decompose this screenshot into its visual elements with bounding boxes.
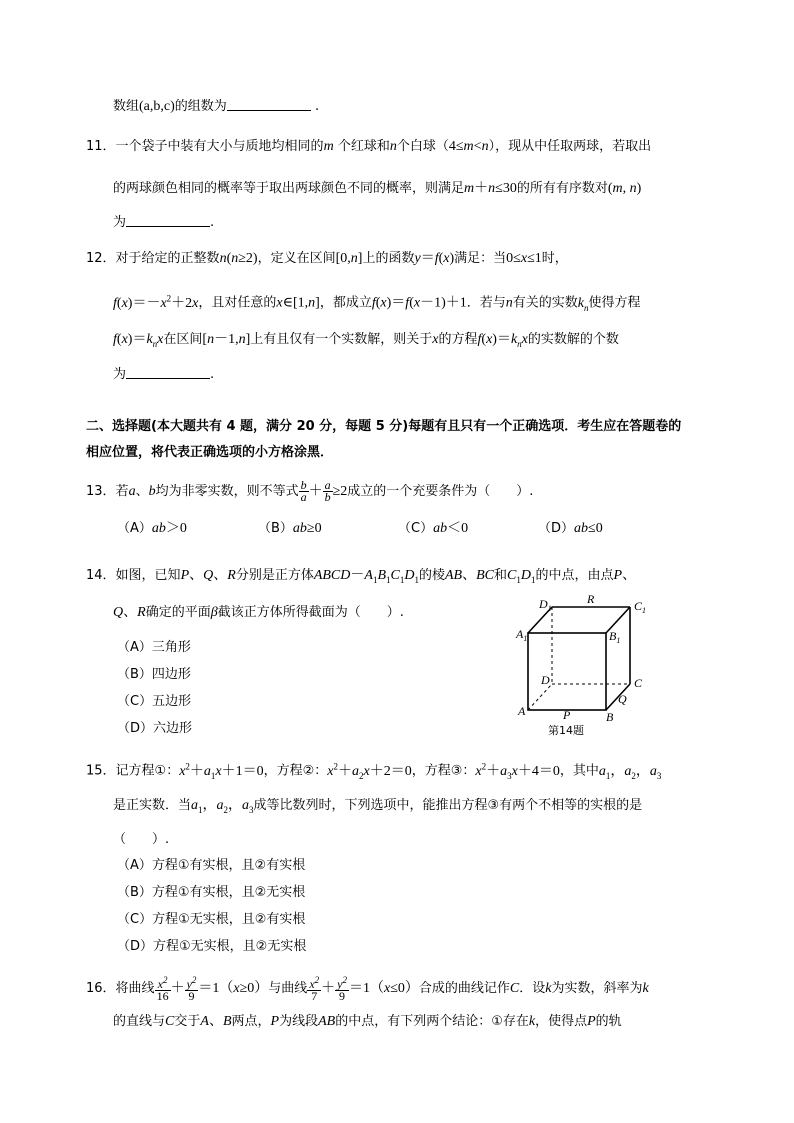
q14-option-d[interactable]: （D）六边形 bbox=[117, 721, 193, 736]
answer-blank[interactable] bbox=[126, 366, 210, 379]
question-number: 16． bbox=[86, 981, 116, 996]
q15-option-a[interactable]: （A）方程①有实根，且②有实根 bbox=[117, 858, 306, 873]
q15-line1: 15．记方程①：$x^2+a_1x+1=0$，方程②：$x^2+a_2x+2=0$，方程③：$x^2+a_3x+4=0$，其中$a_1$，$a_2$，$a_3$ bbox=[86, 761, 662, 781]
fraction-y2-9b: $\frac{y^2}{9}$ bbox=[337, 975, 347, 1003]
q15-option-c[interactable]: （C）方程①无实根，且②有实根 bbox=[117, 912, 306, 927]
label-A: A bbox=[518, 704, 526, 718]
section-heading-line2: 相应位置，将代表正确选项的小方格涂黑． bbox=[86, 445, 334, 460]
q11-line1: 11．一个袋子中装有大小与质地均相同的m 个红球和n个白球（4≤m<n），现从中任取两球，若取出 bbox=[86, 139, 652, 154]
fraction-x2-7: $\frac{x^2}{7}$ bbox=[309, 975, 320, 1003]
question-number: 12． bbox=[86, 251, 116, 266]
q14-option-c[interactable]: （C）五边形 bbox=[117, 694, 192, 709]
q12-line3: $f(x)=k_nx$在区间[n－1,n]上有且仅有一个实数解，则关于x的方程$f(x)=k_nx$的实数解的个数 bbox=[113, 332, 619, 349]
answer-blank[interactable] bbox=[227, 98, 311, 111]
figure-caption: 第14题 bbox=[548, 724, 584, 737]
cube-figure bbox=[510, 590, 660, 740]
q11-line3: 为 . bbox=[113, 215, 215, 230]
q13-option-d[interactable]: （D）ab≤0 bbox=[538, 521, 603, 536]
q12-line4: 为 . bbox=[113, 367, 215, 382]
q14-option-a[interactable]: （A）三角形 bbox=[117, 640, 191, 655]
label-R: R bbox=[587, 592, 595, 606]
q15-line2: 是正实数．当$a_1$，$a_2$，$a_3$成等比数列时，下列选项中，能推出方程③有两个不相等的实根的是 bbox=[113, 798, 643, 815]
label-A1: $A_1$ bbox=[516, 627, 528, 643]
q12-line2: $f(x)=-x^2+2x$，且对任意的x∈[1,n]，都成立f(x)＝f(x－1)＋1．若与n有关的实数$k_n$使得方程 bbox=[113, 293, 641, 313]
label-B: B bbox=[606, 710, 614, 724]
q15-line3: （ ）. bbox=[113, 832, 170, 847]
q13-option-a[interactable]: （A）ab＞0 bbox=[117, 521, 187, 536]
question-number: 11． bbox=[86, 139, 116, 154]
q11-line2: 的两球颜色相同的概率等于取出两球颜色不同的概率，则满足m＋n≤30的所有有序数对(m, n) bbox=[113, 181, 642, 196]
label-C1: $C_1$ bbox=[634, 599, 647, 615]
q13-option-c[interactable]: （C）ab＜0 bbox=[398, 521, 469, 536]
label-P: P bbox=[563, 708, 571, 722]
q10-tail-line: 数组(a,b,c)的组数为 . bbox=[113, 99, 320, 114]
q16-line2: 的直线与C交于A、B两点，P为线段AB的中点，有下列两个结论：①存在k，使得点P的轨 bbox=[113, 1014, 622, 1029]
label-C: C bbox=[634, 676, 643, 690]
q13-line: 13．若a、b均为非零实数，则不等式 $\frac{b}{a}$ ＋ $\frac{a}{b}$ ≥2成立的一个充要条件为（ ）. bbox=[86, 478, 534, 504]
q13-option-b[interactable]: （B）ab≥0 bbox=[258, 521, 322, 536]
q15-option-b[interactable]: （B）方程①有实根，且②无实根 bbox=[117, 885, 306, 900]
label-Q: Q bbox=[618, 692, 627, 706]
fraction-x2-16: $\frac{x^2}{16}$ bbox=[156, 975, 169, 1003]
abc-tuple: (a,b,c) bbox=[139, 99, 175, 114]
question-number: 15． bbox=[86, 763, 116, 779]
q14-line2: Q、R确定的平面β截该正方体所得截面为（ ）. bbox=[113, 605, 404, 620]
section-heading: 二、选择题(本大题共有 4 题，满分 20 分，每题 5 分)每题有且只有一个正确选项．考生应在答题卷的 bbox=[86, 419, 682, 434]
fraction-a-over-b: $\frac{a}{b}$ bbox=[324, 478, 331, 504]
q14-option-b[interactable]: （B）四边形 bbox=[117, 667, 191, 682]
q16-line1: 16．将曲线 $\frac{x^2}{16}$ ＋ $\frac{y^2}{9}$ ＝1（x≥0）与曲线 $\frac{x^2}{7}$ ＋ $\frac{y^2}{9}$ ＝1（x≤0）合成的曲线记作C．设k为实数，斜率为k bbox=[86, 975, 649, 1003]
label-D: D bbox=[541, 673, 550, 687]
question-number: 14． bbox=[86, 568, 116, 583]
q14-line1: 14．如图，已知P、Q、R分别是正方体$ABCD-A_1B_1C_1D_1$的棱AB、BC和$C_1D_1$的中点，由点P、 bbox=[86, 568, 637, 585]
label-B1: $B_1$ bbox=[609, 629, 621, 645]
answer-blank[interactable] bbox=[126, 214, 210, 227]
fraction-y2-9: $\frac{y^2}{9}$ bbox=[186, 975, 197, 1003]
label-D1: $D_1$ bbox=[539, 597, 552, 613]
q15-option-d[interactable]: （D）方程①无实根，且②无实根 bbox=[117, 939, 307, 954]
fraction-b-over-a: $\frac{b}{a}$ bbox=[300, 478, 307, 504]
q12-line1: 12．对于给定的正整数n(n≥2)，定义在区间[0,n]上的函数y＝f(x)满足：当0≤x≤1时， bbox=[86, 251, 568, 266]
question-number: 13． bbox=[86, 484, 116, 499]
